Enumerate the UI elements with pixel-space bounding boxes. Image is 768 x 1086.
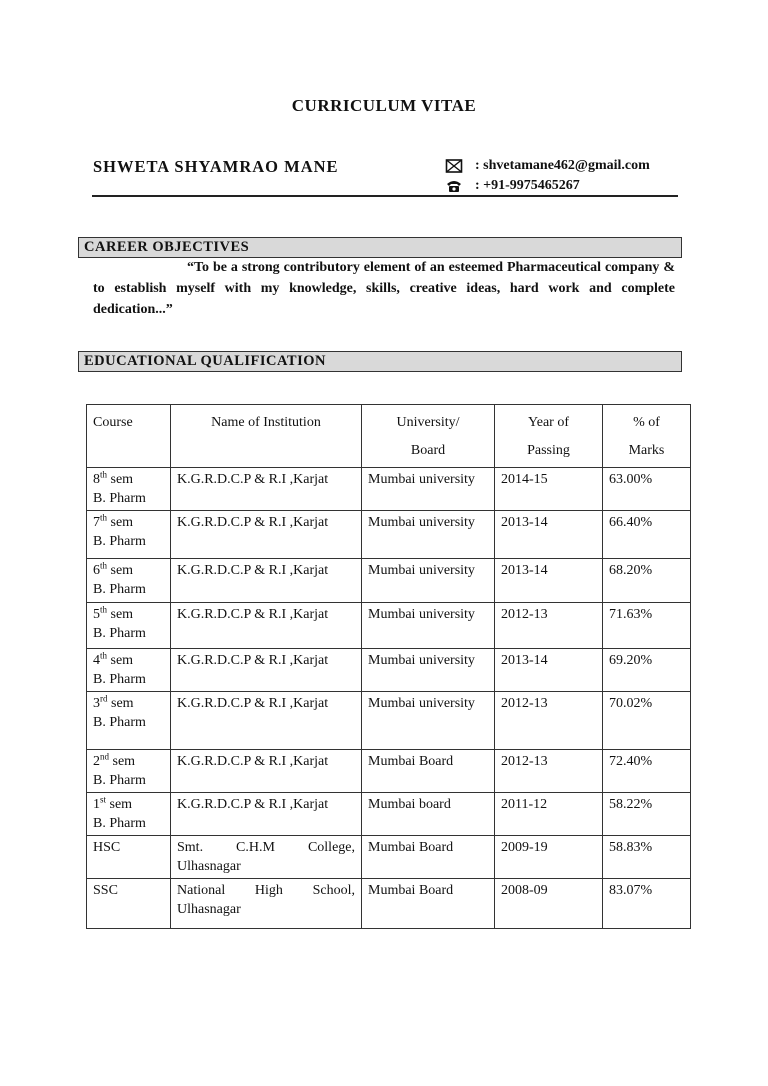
cell-marks: 63.00%: [603, 468, 691, 511]
cell-marks: 69.20%: [603, 649, 691, 692]
cell-marks: 66.40%: [603, 511, 691, 559]
cell-marks: 70.02%: [603, 692, 691, 750]
candidate-name: SHWETA SHYAMRAO MANE: [93, 157, 339, 176]
table-row: [87, 692, 691, 750]
cell-year: 2012-13: [495, 603, 603, 649]
table-row: [87, 559, 691, 603]
cell-marks: 58.22%: [603, 793, 691, 836]
col-header-course: Course: [87, 405, 171, 468]
table-row: [87, 649, 691, 692]
cell-course: 8th sem B. Pharm: [87, 468, 171, 511]
cell-course: SSC: [87, 879, 171, 929]
cell-institution: Smt. C.H.M College, Ulhasnagar: [171, 836, 362, 879]
cell-year: 2012-13: [495, 750, 603, 793]
cell-university: Mumbai university: [362, 649, 495, 692]
table-row: [87, 879, 691, 929]
col-header-institution: Name of Institution: [171, 405, 362, 468]
cell-institution: K.G.R.D.C.P & R.I ,Karjat: [171, 692, 362, 750]
cell-course: 6th sem B. Pharm: [87, 559, 171, 603]
table-row: [87, 603, 691, 649]
cell-university: Mumbai university: [362, 511, 495, 559]
cell-university: Mumbai university: [362, 468, 495, 511]
cell-institution: K.G.R.D.C.P & R.I ,Karjat: [171, 603, 362, 649]
cell-institution: K.G.R.D.C.P & R.I ,Karjat: [171, 468, 362, 511]
cell-year: 2008-09: [495, 879, 603, 929]
envelope-icon: [445, 158, 463, 174]
cell-marks: 83.07%: [603, 879, 691, 929]
header-divider: [92, 195, 678, 197]
cell-university: Mumbai university: [362, 603, 495, 649]
cell-course: 1st sem B. Pharm: [87, 793, 171, 836]
table-row: [87, 793, 691, 836]
career-objectives-heading: CAREER OBJECTIVES: [78, 237, 682, 258]
cell-university: Mumbai Board: [362, 750, 495, 793]
cell-course: 3rd sem B. Pharm: [87, 692, 171, 750]
col-header-university: University/ Board: [362, 405, 495, 468]
cell-marks: 71.63%: [603, 603, 691, 649]
cell-course: 4th sem B. Pharm: [87, 649, 171, 692]
cell-year: 2014-15: [495, 468, 603, 511]
cell-year: 2013-14: [495, 559, 603, 603]
cell-university: Mumbai university: [362, 692, 495, 750]
educational-qualification-heading: EDUCATIONAL QUALIFICATION: [78, 351, 682, 372]
cell-year: 2013-14: [495, 649, 603, 692]
cell-marks: 58.83%: [603, 836, 691, 879]
cell-marks: 68.20%: [603, 559, 691, 603]
cell-institution: National High School, Ulhasnagar: [171, 879, 362, 929]
table-row: [87, 836, 691, 879]
cell-course: 7th sem B. Pharm: [87, 511, 171, 559]
cell-university: Mumbai board: [362, 793, 495, 836]
col-header-year: Year of Passing: [495, 405, 603, 468]
cell-year: 2013-14: [495, 511, 603, 559]
cell-year: 2012-13: [495, 692, 603, 750]
cell-marks: 72.40%: [603, 750, 691, 793]
cell-year: 2011-12: [495, 793, 603, 836]
cell-course: 2nd sem B. Pharm: [87, 750, 171, 793]
cell-university: Mumbai Board: [362, 879, 495, 929]
table-row: [87, 468, 691, 511]
cell-institution: K.G.R.D.C.P & R.I ,Karjat: [171, 793, 362, 836]
career-objective-text: “To be a strong contributory element of an esteemed Pharmaceutical company & to establish myself with my knowledge, skills, creative ideas, hard work and complete dedication...”: [93, 260, 675, 317]
email-text[interactable]: : shvetamane462@gmail.com: [475, 158, 650, 173]
cell-university: Mumbai Board: [362, 836, 495, 879]
cell-year: 2009-19: [495, 836, 603, 879]
cell-institution: K.G.R.D.C.P & R.I ,Karjat: [171, 511, 362, 559]
phone-text[interactable]: : +91-9975465267: [475, 178, 580, 193]
cell-university: Mumbai university: [362, 559, 495, 603]
page-title: CURRICULUM VITAE: [291, 96, 477, 115]
table-row: [87, 511, 691, 559]
phone-line: [445, 178, 580, 194]
cell-institution: K.G.R.D.C.P & R.I ,Karjat: [171, 649, 362, 692]
table-row: [87, 750, 691, 793]
col-header-marks: % of Marks: [603, 405, 691, 468]
cell-course: HSC: [87, 836, 171, 879]
education-table: [86, 404, 691, 929]
email-line: [445, 158, 650, 174]
cell-institution: K.G.R.D.C.P & R.I ,Karjat: [171, 750, 362, 793]
telephone-icon: [445, 178, 463, 194]
cell-institution: K.G.R.D.C.P & R.I ,Karjat: [171, 559, 362, 603]
table-header-row: [87, 405, 691, 468]
cell-course: 5th sem B. Pharm: [87, 603, 171, 649]
